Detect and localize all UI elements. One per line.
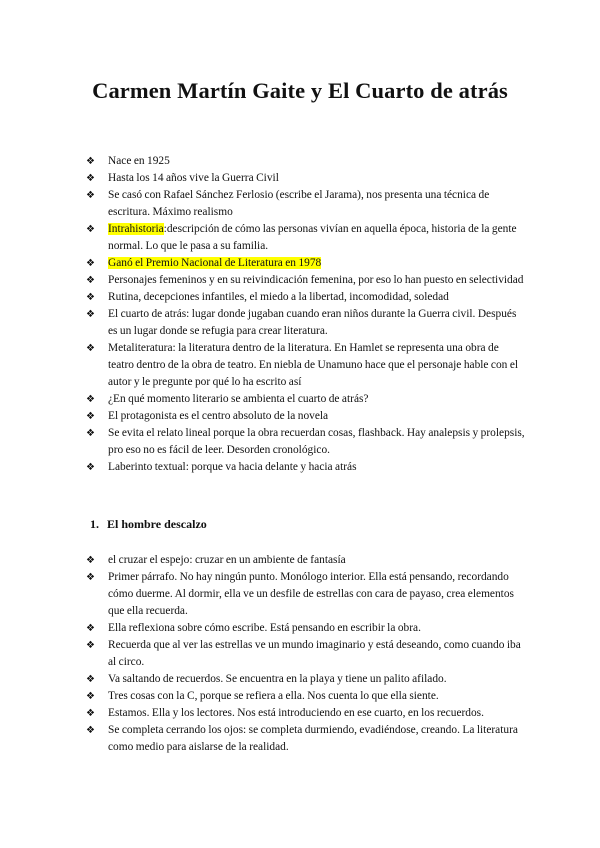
list-item-text: Personajes femeninos y en su reivindicación femenina, por eso lo han puesto en selectividad	[108, 274, 524, 286]
highlighted-text: Ganó el Premio Nacional de Literatura en 1978	[108, 257, 322, 269]
diamond-bullet-icon: ❖	[86, 708, 95, 719]
diamond-bullet-icon: ❖	[86, 640, 95, 651]
diamond-bullet-icon: ❖	[86, 725, 95, 736]
diamond-bullet-icon: ❖	[86, 691, 95, 702]
list-item-text: Primer párrafo. No hay ningún punto. Monólogo interior. Ella está pensando, recordando cómo duerme. Al dormir, ella ve un desfile de estrellas con cara de payaso, crea elementos que ella recuerda.	[108, 571, 514, 617]
diamond-bullet-icon: ❖	[86, 275, 95, 286]
list-item-text: Va saltando de recuerdos. Se encuentra en la playa y tiene un palito afilado.	[108, 673, 447, 685]
diamond-bullet-icon: ❖	[86, 572, 95, 583]
list-item-text: Estamos. Ella y los lectores. Nos está introduciendo en ese cuarto, en los recuerdos.	[108, 707, 484, 719]
list-item	[86, 221, 526, 255]
list-item	[86, 705, 526, 722]
list-item-text: Hasta los 14 años vive la Guerra Civil	[108, 172, 279, 184]
diamond-bullet-icon: ❖	[86, 462, 95, 473]
list-item-text: Metaliteratura: la literatura dentro de la literatura. En Hamlet se representa una obra de teatro dentro de la obra de teatro. En niebla de Unamuno hace que el personaje hable con el autor y le pregunte por qué lo ha escrito así	[108, 342, 519, 388]
list-item	[86, 170, 526, 187]
diamond-bullet-icon: ❖	[86, 674, 95, 685]
section-number: 1.	[90, 517, 99, 531]
section-notes-list	[86, 552, 526, 756]
diamond-bullet-icon: ❖	[86, 156, 95, 167]
page-title: Carmen Martín Gaite y El Cuarto de atrás	[92, 78, 508, 103]
highlighted-text: Intrahistoria	[108, 223, 164, 235]
list-item-text: Se evita el relato lineal porque la obra recuerdan cosas, flashback. Hay analepsis y prolepsis, pro eso no es fácil de leer. Desorden cronológico.	[108, 427, 525, 456]
list-item	[86, 459, 526, 476]
diamond-bullet-icon: ❖	[86, 258, 95, 269]
diamond-bullet-icon: ❖	[86, 555, 95, 566]
list-item	[86, 408, 526, 425]
list-item	[86, 340, 526, 391]
diamond-bullet-icon: ❖	[86, 411, 95, 422]
list-item	[86, 688, 526, 705]
list-item-text: Se completa cerrando los ojos: se completa durmiendo, evadiéndose, creando. La literatura como medio para aislarse de la realidad.	[108, 724, 518, 753]
list-item-text: Se casó con Rafael Sánchez Ferlosio (escribe el Jarama), nos presenta una técnica de escritura. Máximo realismo	[108, 189, 490, 218]
list-item-text: Tres cosas con la C, porque se refiera a ella. Nos cuenta lo que ella siente.	[108, 690, 439, 702]
diamond-bullet-icon: ❖	[86, 309, 95, 320]
list-item	[86, 552, 526, 569]
diamond-bullet-icon: ❖	[86, 173, 95, 184]
diamond-bullet-icon: ❖	[86, 190, 95, 201]
diamond-bullet-icon: ❖	[86, 428, 95, 439]
list-item-text: Nace en 1925	[108, 155, 170, 167]
list-item	[86, 306, 526, 340]
list-item	[86, 187, 526, 221]
list-item	[86, 722, 526, 756]
diamond-bullet-icon: ❖	[86, 224, 95, 235]
list-item-text: :descripción de cómo las personas vivían en aquella época, historia de la gente normal. Lo que le pasa a su familia.	[108, 223, 517, 252]
list-item	[86, 620, 526, 637]
notes-list	[86, 153, 526, 476]
list-item-text: Recuerda que al ver las estrellas ve un mundo imaginario y está deseando, como cuando iba al circo.	[108, 639, 521, 668]
list-item	[86, 272, 526, 289]
list-item-text: Laberinto textual: porque va hacia delante y hacia atrás	[108, 461, 357, 473]
section-heading	[90, 517, 207, 532]
list-item-text: el cruzar el espejo: cruzar en un ambiente de fantasía	[108, 554, 346, 566]
list-item	[86, 255, 526, 272]
list-item-text: Rutina, decepciones infantiles, el miedo a la libertad, incomodidad, soledad	[108, 291, 449, 303]
section-title: El hombre descalzo	[107, 517, 207, 531]
list-item-text: Ella reflexiona sobre cómo escribe. Está pensando en escribir la obra.	[108, 622, 421, 634]
list-item	[86, 425, 526, 459]
list-item-text: El protagonista es el centro absoluto de la novela	[108, 410, 329, 422]
diamond-bullet-icon: ❖	[86, 343, 95, 354]
list-item	[86, 637, 526, 671]
diamond-bullet-icon: ❖	[86, 623, 95, 634]
diamond-bullet-icon: ❖	[86, 292, 95, 303]
list-item	[86, 289, 526, 306]
list-item-text: El cuarto de atrás: lugar donde jugaban cuando eran niños durante la Guerra civil. Después es un lugar donde se refugia para crear literatura.	[108, 308, 517, 337]
list-item	[86, 671, 526, 688]
list-item	[86, 153, 526, 170]
list-item	[86, 391, 526, 408]
diamond-bullet-icon: ❖	[86, 394, 95, 405]
list-item-text: ¿En qué momento literario se ambienta el cuarto de atrás?	[108, 393, 369, 405]
list-item	[86, 569, 526, 620]
